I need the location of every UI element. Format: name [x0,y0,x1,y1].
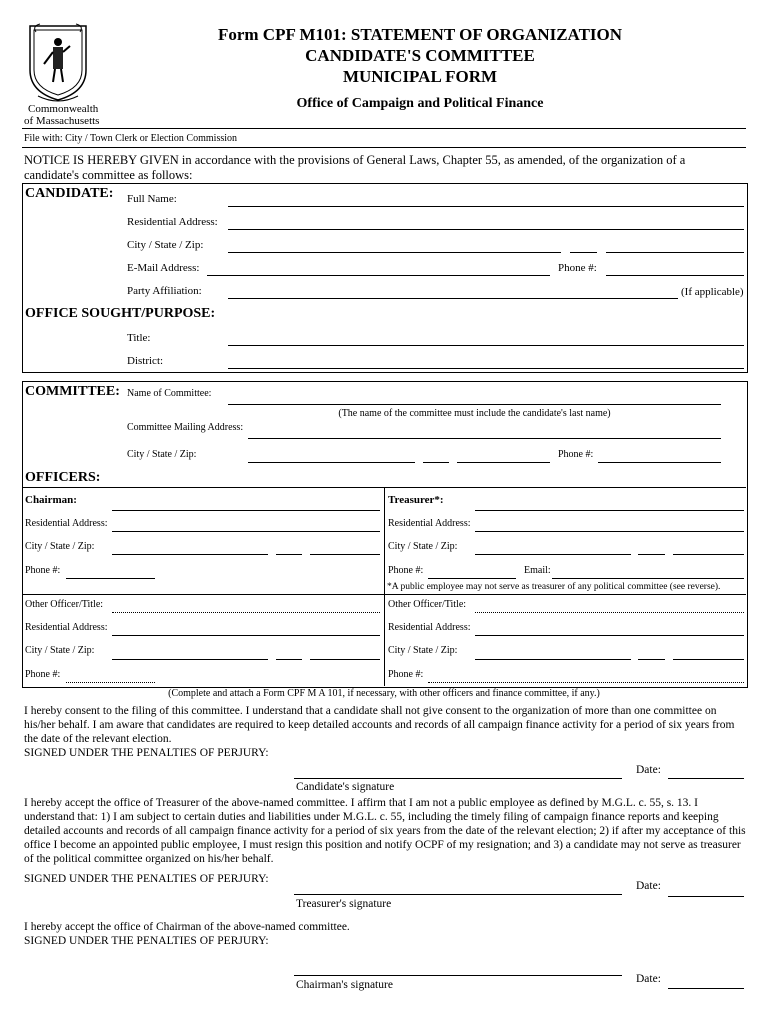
committee-phone-field[interactable] [598,462,721,463]
other-officer-label-2: Other Officer/Title: [388,599,467,610]
district-label: District: [127,355,164,367]
treasurer-phone-label: Phone #: [388,565,424,576]
candidate-consent-text: I hereby consent to the filing of this committee. I understand that a candidate shall not give consent to the organization of more than one committee on his/her behalf. I am aware that candidates are required to keep detailed accounts and records of all campaign finance activity for a period of six years from the date of the relevant election. [24,705,735,745]
party-field[interactable] [228,298,678,299]
other-city-label-2: City / State / Zip: [388,645,458,656]
chairman-date-field[interactable] [668,988,744,989]
treasurer-date-label: Date: [636,880,661,892]
office-title: Office of Campaign and Political Finance [296,96,544,111]
zip-field[interactable] [606,252,744,253]
committee-heading: COMMITTEE: [25,384,120,399]
treasurer-label: Treasurer*: [388,494,444,506]
treasurer-residential-label: Residential Address: [388,518,471,529]
committee-name-label: Name of Committee: [127,388,212,399]
other-phone-field[interactable] [66,682,155,683]
chairman-city-label: City / State / Zip: [25,541,95,552]
chairman-field[interactable] [112,510,380,511]
full-name-field[interactable] [228,206,744,207]
committee-name-field[interactable] [228,404,721,405]
residential-field[interactable] [228,229,744,230]
complete-attach-note: (Complete and attach a Form CPF M A 101, if necessary, with other officers and finance committee, if any.) [168,688,600,699]
candidate-heading: CANDIDATE: [25,186,114,201]
candidate-signature-label: Candidate's signature [296,781,395,793]
chairman-residential-field[interactable] [112,531,380,532]
other-city-field-2[interactable] [475,659,631,660]
party-label: Party Affiliation: [127,285,202,297]
phone-label: Phone #: [558,262,597,274]
committee-city-label: City / State / Zip: [127,449,197,460]
chairman-perjury: SIGNED UNDER THE PENALTIES OF PERJURY: [24,935,269,947]
committee-state-field[interactable] [423,462,449,463]
other-officer-field-2[interactable] [475,612,744,613]
chairman-signature-label: Chairman's signature [296,979,393,991]
committee-city-field[interactable] [248,462,415,463]
officers-heading: OFFICERS: [25,470,101,485]
treasurer-email-field[interactable] [552,578,744,579]
email-field[interactable] [207,275,550,276]
city-label: City / State / Zip: [127,239,204,251]
district-field[interactable] [228,368,744,369]
treasurer-signature-label: Treasurer's signature [296,898,392,910]
title-label: Title: [127,332,151,344]
chairman-accept-text: I hereby accept the office of Chairman of the above-named committee. [24,921,350,933]
office-title-field[interactable] [228,345,744,346]
candidate-date-label: Date: [636,764,661,776]
other-residential-field-2[interactable] [475,635,744,636]
other-state-field-2[interactable] [638,659,665,660]
other-phone-label: Phone #: [25,669,61,680]
city-field[interactable] [228,252,561,253]
treasurer-date-field[interactable] [668,896,744,897]
chairman-signature-field[interactable] [294,975,622,976]
if-applicable-note: (If applicable) [681,286,744,298]
candidate-date-field[interactable] [668,778,744,779]
chairman-zip-field[interactable] [310,554,380,555]
email-label: E-Mail Address: [127,262,200,274]
public-employee-note: *A public employee may not serve as treasurer of any political committee (see reverse). [387,582,721,592]
chairman-label: Chairman: [25,494,77,506]
mailing-field[interactable] [248,438,721,439]
mailing-label: Committee Mailing Address: [127,422,244,433]
treasurer-residential-field[interactable] [475,531,744,532]
other-city-label: City / State / Zip: [25,645,95,656]
committee-zip-field[interactable] [457,462,550,463]
treasurer-zip-field[interactable] [673,554,744,555]
file-with: File with: City / Town Clerk or Election Commission [24,133,238,144]
chairman-state-field[interactable] [276,554,302,555]
chairman-date-label: Date: [636,973,661,985]
other-residential-label-2: Residential Address: [388,622,471,633]
full-name-label: Full Name: [127,193,177,205]
other-residential-label: Residential Address: [25,622,108,633]
treasurer-city-label: City / State / Zip: [388,541,458,552]
other-residential-field[interactable] [112,635,380,636]
treasurer-signature-field[interactable] [294,894,622,895]
chairman-residential-label: Residential Address: [25,518,108,529]
other-zip-field-2[interactable] [673,659,744,660]
chairman-city-field[interactable] [112,554,268,555]
committee-name-note: (The name of the committee must include the candidate's last name) [338,408,611,419]
phone-field[interactable] [606,275,744,276]
treasurer-field[interactable] [475,510,744,511]
notice-text: NOTICE IS HEREBY GIVEN in accordance with the provisions of General Laws, Chapter 55, as amended, of the organization of a candidate's committee as follows: [24,153,686,182]
other-officer-field[interactable] [112,612,380,613]
other-city-field[interactable] [112,659,268,660]
state-field[interactable] [570,252,597,253]
other-zip-field[interactable] [310,659,380,660]
residential-label: Residential Address: [127,216,218,228]
candidate-perjury: SIGNED UNDER THE PENALTIES OF PERJURY: [24,747,269,759]
treasurer-city-field[interactable] [475,554,631,555]
committee-phone-label: Phone #: [558,449,594,460]
treasurer-perjury: SIGNED UNDER THE PENALTIES OF PERJURY: [24,873,269,885]
other-phone-field-2[interactable] [428,682,744,683]
other-officer-label: Other Officer/Title: [25,599,104,610]
form-title: Form CPF M101: STATEMENT OF ORGANIZATION CANDIDATE'S COMMITTEE MUNICIPAL FORM [217,25,623,86]
other-state-field[interactable] [276,659,302,660]
other-phone-label-2: Phone #: [388,669,424,680]
candidate-signature-field[interactable] [294,778,622,779]
chairman-phone-field[interactable] [66,578,155,579]
treasurer-email-label: Email: [524,565,551,576]
seal-caption: Commonwealth of Massachusetts [24,103,100,127]
treasurer-state-field[interactable] [638,554,665,555]
office-sought-heading: OFFICE SOUGHT/PURPOSE: [25,306,216,321]
chairman-phone-label: Phone #: [25,565,61,576]
treasurer-phone-field[interactable] [428,578,516,579]
treasurer-accept-text: I hereby accept the office of Treasurer of the above-named committee. I affirm that I am not a public employee as defined by M.G.L. c. 55, s. 13. I understand that: 1) I am subject to certain duties and liabilities under M.G.L. c. 55, including the timely filing of campaign finance reports and keeping detailed accounts and records of all campaign finance activity for a period of six years from the date of the relevant election; 2) if after my acceptance of this office I become an appointed public employee, I must resign this position and notify OCPF of my resignation; and 3) a candidate may not serve as treasurer of the political committee organized on his/her behalf. [24,797,746,865]
massachusetts-seal-icon [22,20,94,104]
